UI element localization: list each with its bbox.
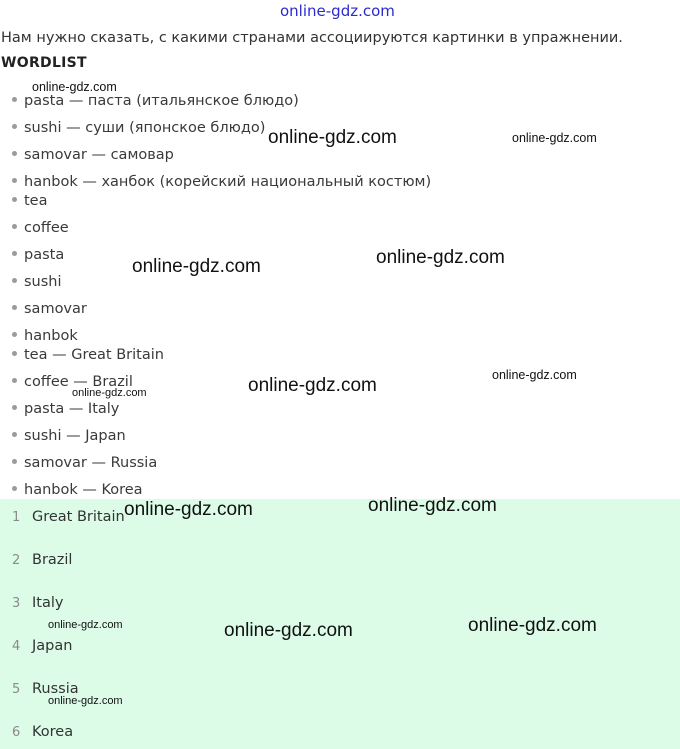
watermark: online-gdz.com	[48, 695, 123, 707]
watermark: online-gdz.com	[124, 499, 253, 520]
bullet-icon	[12, 124, 17, 129]
watermark: online-gdz.com	[368, 495, 497, 516]
watermark: online-gdz.com	[132, 256, 261, 277]
answer-text: Korea	[32, 724, 74, 740]
watermark: online-gdz.com	[468, 615, 597, 636]
watermark: online-gdz.com	[248, 375, 377, 396]
wordlist-item-text: coffee — Brazil	[24, 374, 133, 390]
bullet-icon	[12, 378, 17, 383]
answer-text: Great Britain	[32, 509, 125, 525]
answer-text: Russia	[32, 681, 79, 697]
wordlist-item	[12, 482, 143, 498]
wordlist-item	[12, 220, 69, 236]
wordlist-item-text: sushi — суши (японское блюдо)	[24, 120, 266, 136]
answer-row	[12, 724, 73, 740]
answer-number: 6	[12, 725, 21, 740]
site-header-logo[interactable]: online-gdz.com	[280, 2, 395, 20]
answer-number: 4	[12, 639, 21, 654]
intro-text: Нам нужно сказать, с какими странами ассоциируются картинки в упражнении.	[1, 30, 623, 46]
watermark: online-gdz.com	[72, 387, 147, 399]
answer-text: Brazil	[32, 552, 73, 568]
wordlist-item	[12, 428, 126, 444]
wordlist-item	[12, 174, 431, 190]
bullet-icon	[12, 305, 17, 310]
wordlist-item	[12, 401, 119, 417]
bullet-icon	[12, 251, 17, 256]
wordlist-item	[12, 147, 174, 163]
wordlist-item	[12, 328, 78, 344]
wordlist-item-text: hanbok — Korea	[24, 482, 143, 498]
watermark: online-gdz.com	[32, 80, 117, 94]
bullet-icon	[12, 351, 17, 356]
answer-text: Japan	[32, 638, 73, 654]
answer-number: 2	[12, 553, 21, 568]
bullet-icon	[12, 459, 17, 464]
answer-number: 1	[12, 510, 21, 525]
wordlist-item-text: samovar — Russia	[24, 455, 158, 471]
wordlist-heading: WORDLIST	[1, 55, 87, 71]
bullet-icon	[12, 432, 17, 437]
watermark: online-gdz.com	[48, 619, 123, 631]
wordlist-item-text: sushi — Japan	[24, 428, 126, 444]
watermark: online-gdz.com	[376, 247, 505, 268]
wordlist-item	[12, 347, 164, 363]
watermark: online-gdz.com	[224, 620, 353, 641]
wordlist-item-text: hanbok — ханбок (корейский национальный костюм)	[24, 174, 432, 190]
bullet-icon	[12, 151, 17, 156]
wordlist-item	[12, 93, 299, 109]
wordlist-item	[12, 193, 48, 209]
answer-number: 5	[12, 682, 21, 697]
wordlist-item-text: samovar — самовар	[24, 147, 174, 163]
bullet-icon	[12, 178, 17, 183]
answer-row	[12, 509, 125, 525]
watermark: online-gdz.com	[268, 127, 397, 148]
wordlist-item	[12, 274, 62, 290]
bullet-icon	[12, 486, 17, 491]
wordlist-item-text: hanbok	[24, 328, 78, 344]
bullet-icon	[12, 405, 17, 410]
wordlist-item-text: pasta	[24, 247, 65, 263]
wordlist-item-text: samovar	[24, 301, 87, 317]
wordlist-item-text: sushi	[24, 274, 62, 290]
wordlist-item-text: pasta — Italy	[24, 401, 120, 417]
watermark: online-gdz.com	[512, 131, 597, 145]
wordlist-item	[12, 120, 265, 136]
wordlist-item-text: tea — Great Britain	[24, 347, 164, 363]
bullet-icon	[12, 97, 17, 102]
answer-number: 3	[12, 596, 21, 611]
watermark: online-gdz.com	[492, 368, 577, 382]
bullet-icon	[12, 278, 17, 283]
answer-text: Italy	[32, 595, 64, 611]
wordlist-item-text: pasta — паста (итальянское блюдо)	[24, 93, 299, 109]
wordlist-item	[12, 301, 87, 317]
answer-row	[12, 638, 72, 654]
bullet-icon	[12, 224, 17, 229]
wordlist-item-text: coffee	[24, 220, 69, 236]
answer-row	[12, 552, 72, 568]
wordlist-item-text: tea	[24, 193, 48, 209]
wordlist-item	[12, 455, 157, 471]
answer-row	[12, 595, 63, 611]
bullet-icon	[12, 197, 17, 202]
bullet-icon	[12, 332, 17, 337]
wordlist-item	[12, 247, 64, 263]
